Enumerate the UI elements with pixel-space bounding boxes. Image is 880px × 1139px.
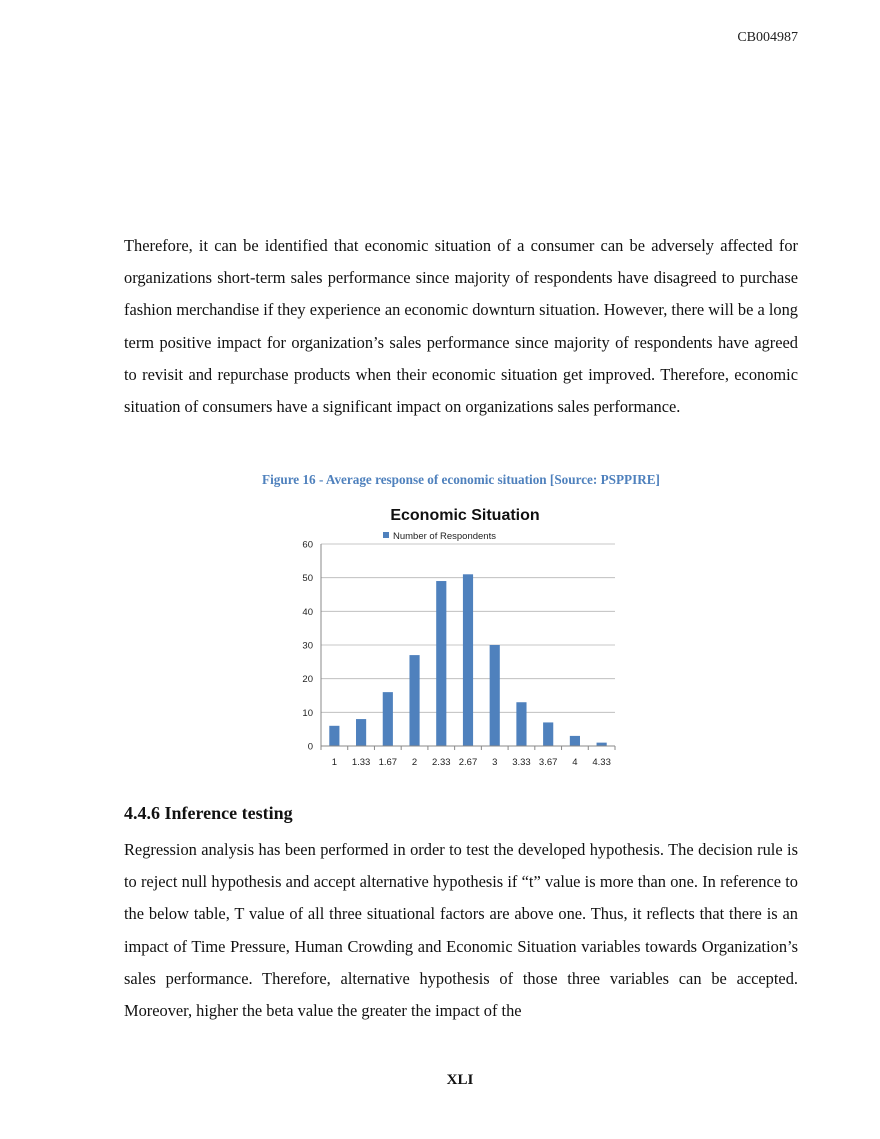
y-tick-label: 50 xyxy=(302,573,313,585)
y-tick-label: 10 xyxy=(302,707,313,719)
x-tick-label: 1.67 xyxy=(378,757,398,768)
legend-swatch xyxy=(383,532,389,538)
x-tick-label: 1 xyxy=(331,757,338,768)
y-tick-label: 30 xyxy=(302,640,313,652)
legend-label: Number of Respondents xyxy=(393,531,496,542)
x-tick-label: 2.33 xyxy=(432,757,451,768)
x-tick-label: 3.33 xyxy=(512,757,531,768)
economic-situation-chart xyxy=(285,500,630,775)
body-paragraph-2: Regression analysis has been performed in order to test the developed hypothesis. The decision rule is to reject null hypothesis and accept alternative hypothesis if “t” value is more than one. In reference to the below table, T value of all three situational factors are above one. Thus, it reflects that there is an impact of Time Pressure, Human Crowding and Economic Situation variables towards Organization’s sales performance. Therefore, alternative hypothesis of those three variables can be accepted. Moreover, higher the beta value the greater the impact of the xyxy=(124,840,798,1021)
y-tick-label: 0 xyxy=(307,741,313,753)
y-tick-label: 60 xyxy=(302,539,313,551)
x-tick-label: 4 xyxy=(572,757,578,768)
y-tick-label: 20 xyxy=(302,674,313,686)
bar xyxy=(516,702,526,746)
document-id: CB004987 xyxy=(737,30,798,45)
bar xyxy=(409,655,419,746)
x-tick-label: 2.67 xyxy=(458,757,478,768)
bar xyxy=(383,692,393,746)
bar xyxy=(356,719,366,746)
x-tick-label: 3.67 xyxy=(538,757,558,768)
section-heading: 4.4.6 Inference testing xyxy=(124,803,293,823)
x-tick-label: 1.33 xyxy=(351,757,371,768)
y-tick-label: 40 xyxy=(302,606,313,618)
bar xyxy=(329,726,339,746)
figure-caption: Figure 16 - Average response of economic situation [Source: PSPPIRE] xyxy=(262,472,660,487)
page-number: XLI xyxy=(446,1072,474,1088)
x-tick-label: 4.33 xyxy=(592,757,611,768)
body-paragraph-1: Therefore, it can be identified that economic situation of a consumer can be adversely affected for organizations short-term sales performance since majority of respondents have disagreed to purchase fashion merchandise if they experience an economic downturn situation. However, there will be a long term positive impact for organization’s sales performance since majority of respondents have agreed to revisit and repurchase products when their economic situation get improved. Therefore, economic situation of consumers have a significant impact on organizations sales performance. xyxy=(124,236,798,417)
x-tick-label: 2 xyxy=(411,757,418,768)
chart-title: Economic Situation xyxy=(390,507,540,524)
bar xyxy=(597,743,607,746)
bar xyxy=(570,736,580,746)
bar xyxy=(490,645,500,746)
bar xyxy=(543,722,553,746)
bar xyxy=(463,574,473,746)
bar xyxy=(436,581,446,746)
x-tick-label: 3 xyxy=(492,757,498,768)
